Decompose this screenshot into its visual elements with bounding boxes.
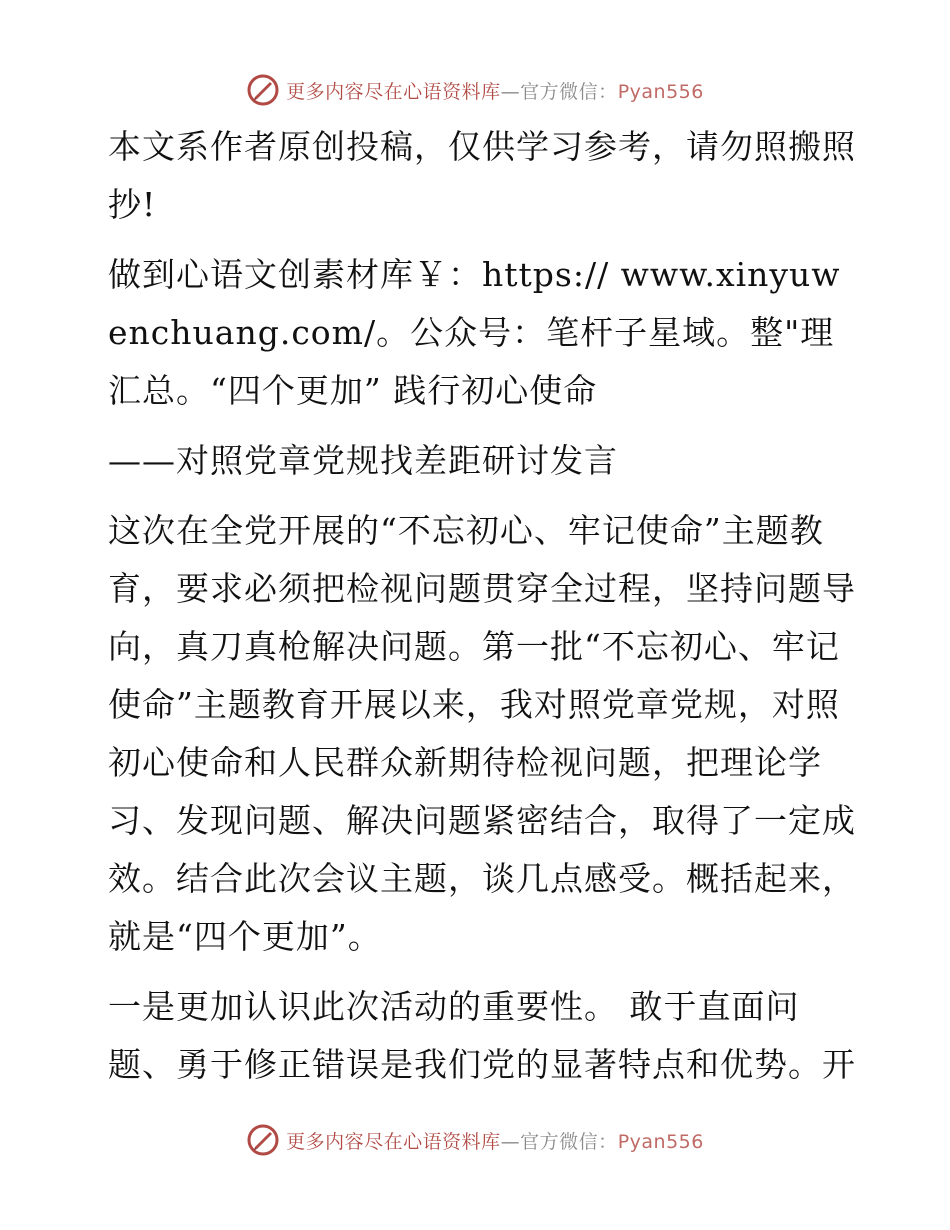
watermark-wechat-label: —官方微信：: [500, 1130, 618, 1153]
paragraph-point-one: 一是更加认识此次活动的重要性。 敢于直面问题、勇于修正错误是我们党的显著特点和优势。开: [108, 987, 856, 1084]
watermark-wechat-id: Pyan556: [617, 1130, 704, 1153]
quill-logo-icon: [246, 73, 280, 107]
watermark-text: [286, 77, 704, 104]
paragraph-intro: 这次在全党开展的“不忘初心、牢记使命”主题教育，要求必须把检视问题贯穿全过程，坚持问题导向，真刀真枪解决问题。第一批“不忘初心、牢记使命”主题教育开展以来，我对照党章党规，对照初心使命和人民群众新期待检视问题，把理论学习、发现问题、解决问题紧密结合，取得了一定成效。结合此次会议主题，谈几点感受。概括起来，就是“四个更加”。: [108, 511, 856, 956]
paragraph-subtitle: ——对照党章党规找差距研讨发言: [108, 441, 618, 480]
header-watermark-banner: [0, 70, 950, 110]
watermark-site: 更多内容尽在心语资料库: [286, 80, 501, 103]
paragraph-source: 做到心语文创素材库￥：https:// www.xinyuwenchuang.com/。公众号：笔杆子星域。整"理汇总。“四个更加” 践行初心使命: [108, 255, 841, 410]
footer-watermark-banner: [0, 1120, 950, 1160]
paragraph-notice: 本文系作者原创投稿，仅供学习参考，请勿照搬照抄!: [108, 127, 856, 224]
watermark-wechat-id: Pyan556: [617, 80, 704, 103]
watermark-text: [286, 1127, 704, 1154]
quill-logo-icon: [246, 1123, 280, 1157]
document-body: [98, 118, 858, 1106]
watermark-wechat-label: —官方微信：: [500, 80, 618, 103]
watermark-site: 更多内容尽在心语资料库: [286, 1130, 501, 1153]
